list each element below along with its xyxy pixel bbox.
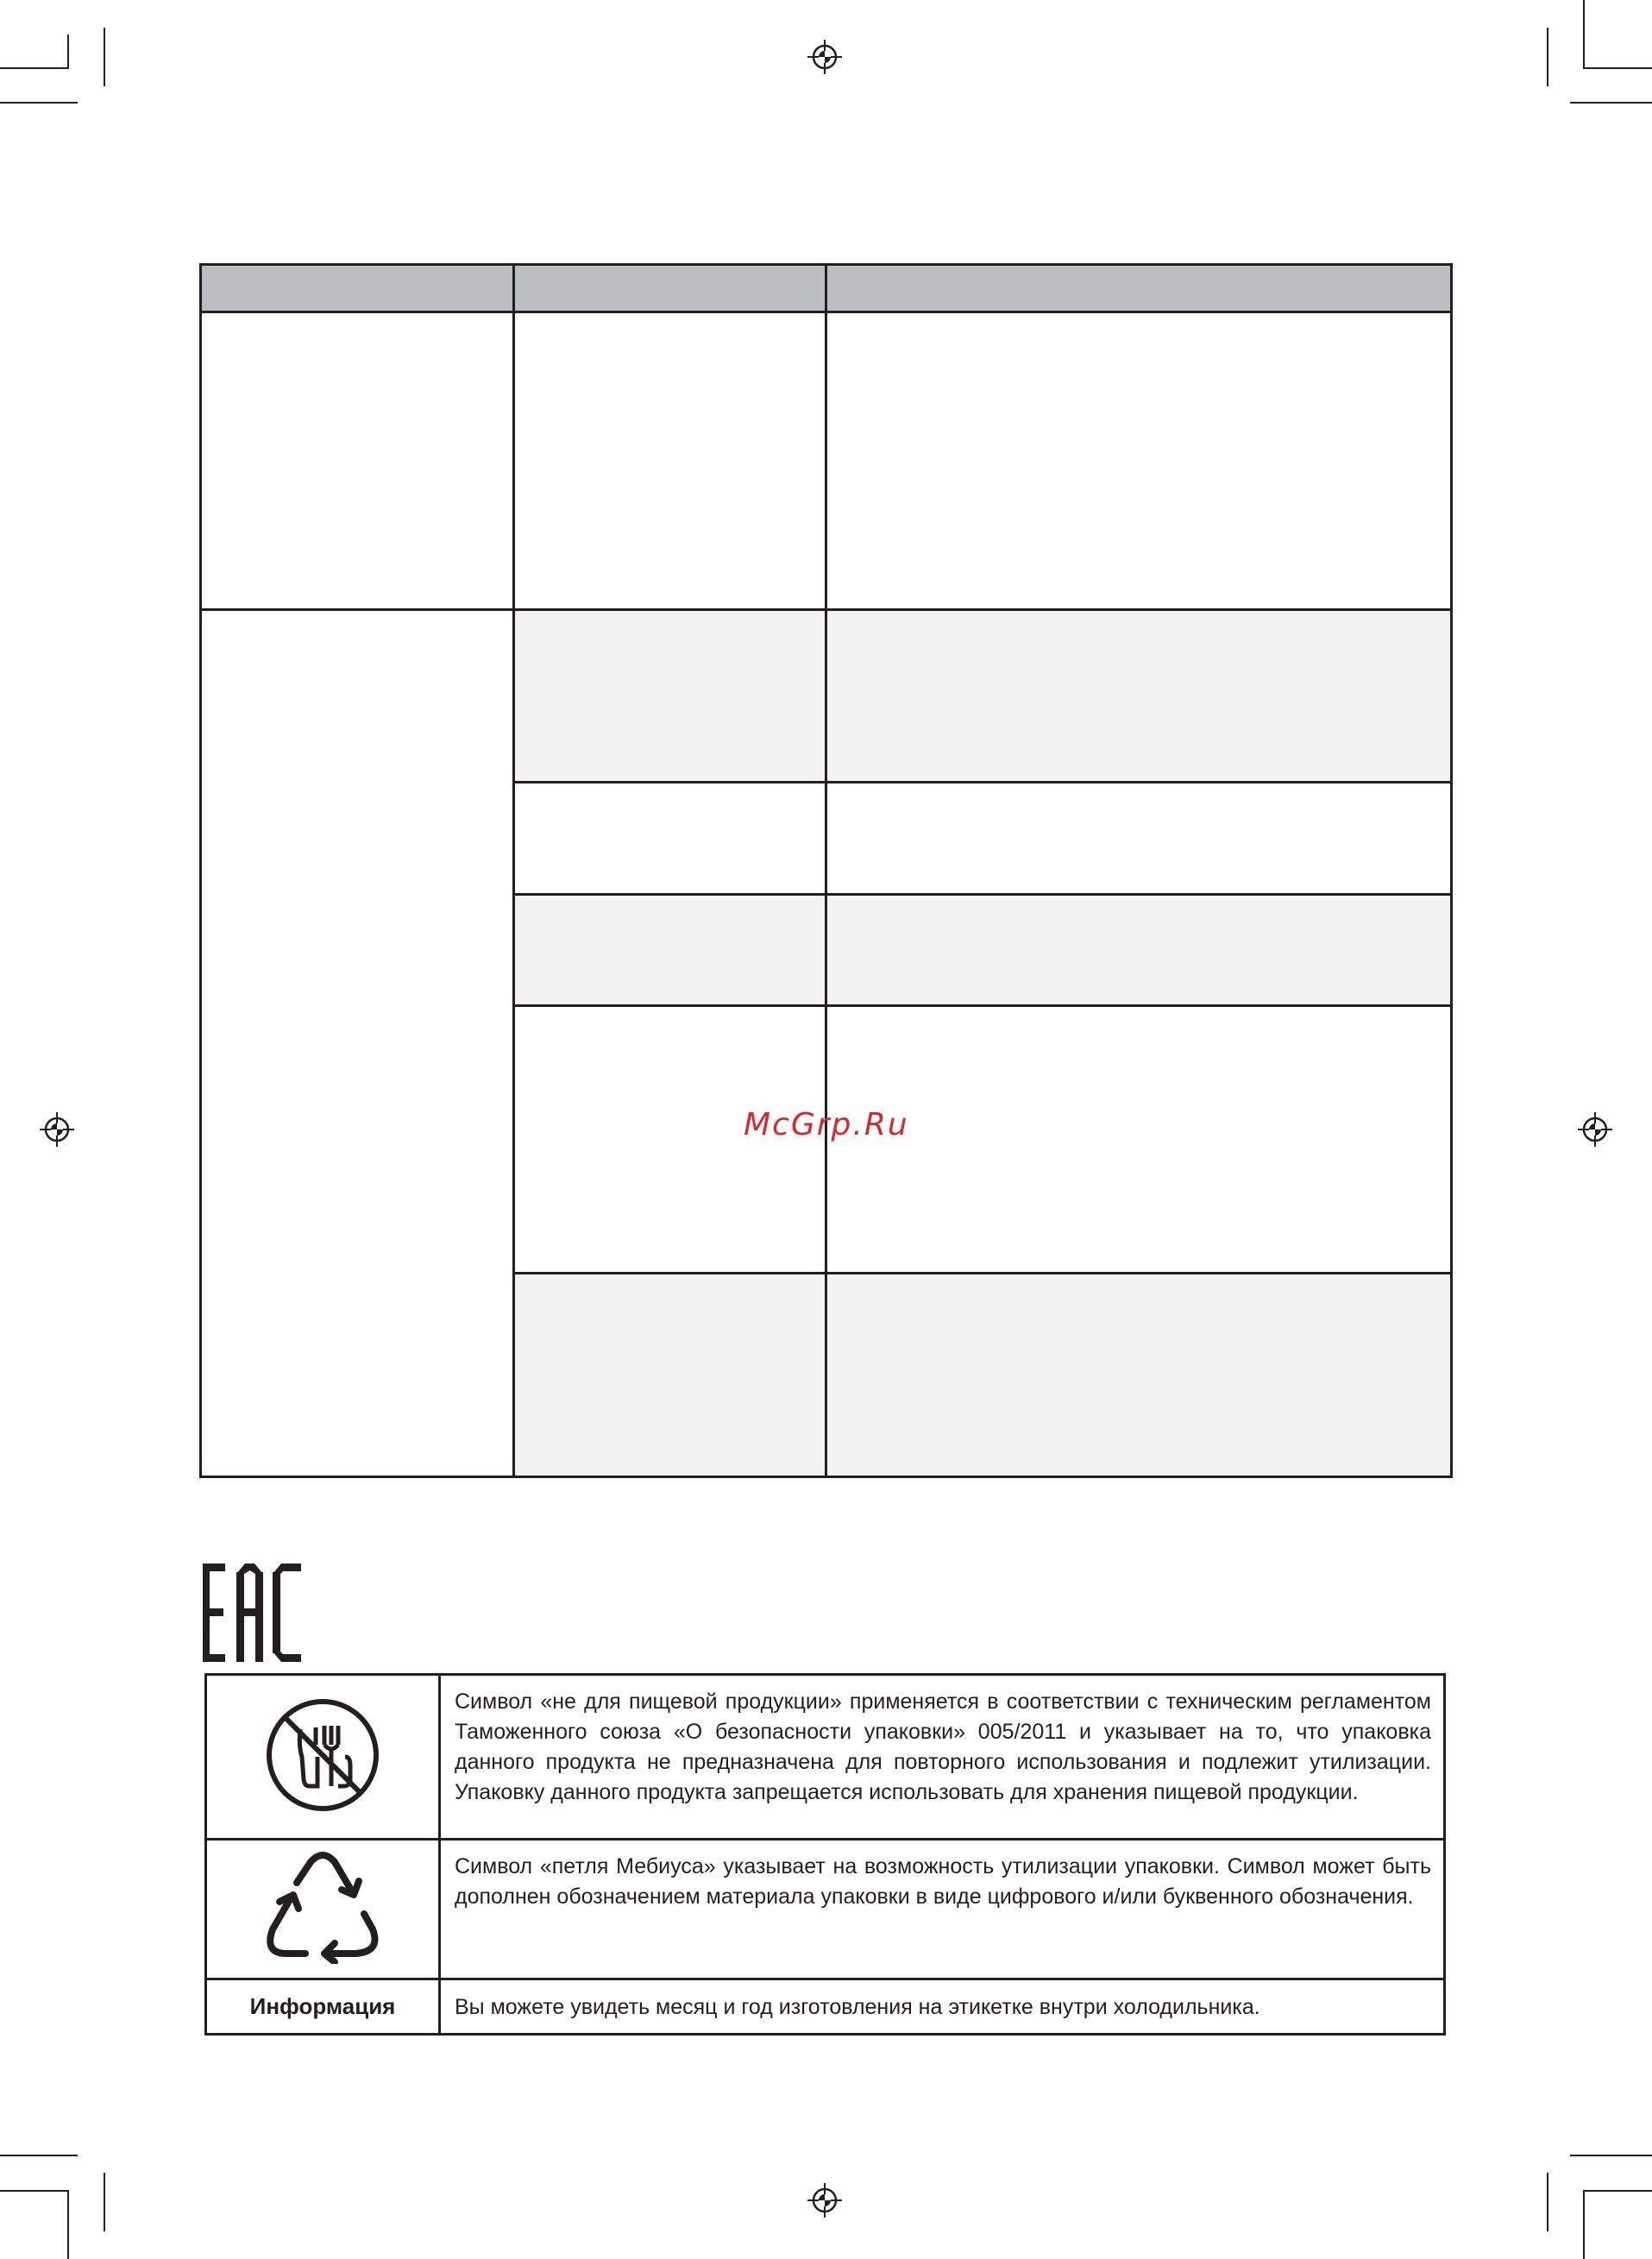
crop-mark: [1547, 28, 1548, 86]
table-cell: [514, 1274, 826, 1477]
table-cell: [826, 1274, 1452, 1477]
table-row: [201, 312, 1452, 610]
icon-cell: [206, 1675, 440, 1840]
mobius-loop-icon: [262, 1850, 383, 1964]
crop-mark: [0, 2155, 78, 2156]
crop-mark: [0, 2190, 69, 2192]
info-label: Информация: [206, 1979, 440, 2035]
table-cell: [826, 1006, 1452, 1274]
eac-mark-icon: [200, 1564, 304, 1662]
table-cell: [826, 610, 1452, 783]
registration-mark-icon: [807, 40, 842, 74]
table-cell: [201, 312, 514, 610]
not-for-food-icon: [264, 1696, 381, 1814]
crop-mark: [1570, 102, 1652, 104]
table-row: [201, 610, 1452, 783]
table-cell: [826, 895, 1452, 1006]
crop-mark: [1583, 2190, 1585, 2259]
crop-mark: [67, 2190, 69, 2259]
table-cell: [201, 610, 514, 1477]
manufacture-date-description: Вы можете увидеть месяц и год изготовления на этикетке внутри холодильника.: [455, 1995, 1260, 2019]
table-row: [206, 1979, 1445, 2035]
crop-mark: [67, 35, 69, 69]
table-cell: [514, 610, 826, 783]
table-row: [206, 1675, 1445, 1840]
crop-mark: [0, 67, 69, 69]
crop-mark: [104, 2173, 105, 2231]
crop-mark: [1583, 2190, 1652, 2192]
crop-mark: [1570, 2155, 1652, 2156]
registration-mark-icon: [1578, 1112, 1612, 1147]
crop-mark: [1547, 2173, 1548, 2231]
packaging-info-table: [204, 1673, 1446, 2036]
registration-mark-icon: [807, 2183, 842, 2218]
table-cell: [514, 783, 826, 895]
watermark: McGrp.Ru: [744, 1107, 909, 1142]
description-cell: [440, 1979, 1445, 2035]
mobius-loop-description: Символ «петля Мебиуса» указывает на возможность утилизации упаковки. Символ может быть дополнен обозначением материала упаковки в виде цифрового и/или буквенного обозначения.: [455, 1854, 1431, 1909]
registration-mark-icon: [40, 1112, 74, 1147]
table-cell: [826, 783, 1452, 895]
crop-mark: [104, 28, 105, 86]
table-header-row: [201, 265, 1452, 312]
header-cell: [514, 265, 826, 312]
table-cell: [514, 895, 826, 1006]
table-cell: [514, 312, 826, 610]
troubleshooting-table: [199, 263, 1453, 1478]
description-cell: [440, 1675, 1445, 1840]
not-for-food-description: Символ «не для пищевой продукции» применяется в соответствии с техническим регламентом Таможенного союза «О безопасности упаковки» 005/2011 и указывает на то, что упаковка данного продукта не предназначена для повторного использования и подлежит утилизации. Упаковку данного продукта запрещается использовать для хранения пищевой продукции.: [455, 1690, 1431, 1804]
description-cell: [440, 1840, 1445, 1979]
crop-mark: [0, 102, 78, 104]
header-cell: [826, 265, 1452, 312]
crop-mark: [1583, 67, 1652, 69]
header-cell: [201, 265, 514, 312]
table-cell: [826, 312, 1452, 610]
icon-cell: [206, 1840, 440, 1979]
table-row: [206, 1840, 1445, 1979]
crop-mark: [1583, 0, 1585, 69]
